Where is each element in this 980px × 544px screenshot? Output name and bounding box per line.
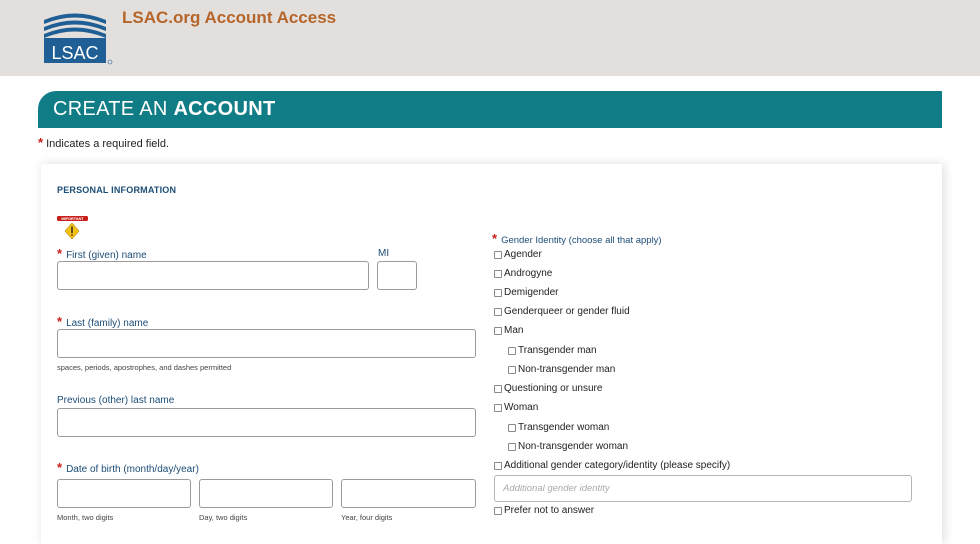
required-marker: *: [57, 246, 63, 261]
dob-month-hint: Month, two digits: [57, 513, 114, 522]
option-demigender[interactable]: Demigender: [494, 287, 558, 298]
page-title: [53, 98, 276, 121]
dob-year-hint: Year, four digits: [341, 513, 393, 522]
option-prefer-not-to-answer[interactable]: Prefer not to answer: [494, 505, 594, 516]
checkbox[interactable]: [508, 443, 516, 451]
dob-label: * Date of birth (month/day/year): [57, 460, 199, 475]
dob-day-hint: Day, two digits: [199, 513, 248, 522]
option-additional-gender[interactable]: Additional gender category/identity (please specify): [494, 460, 730, 471]
checkbox[interactable]: [494, 270, 502, 278]
gender-identity-label: * Gender Identity (choose all that apply): [492, 231, 662, 246]
mi-input[interactable]: [377, 261, 417, 290]
important-label: IMPORTANT: [61, 217, 84, 222]
section-title-personal: PERSONAL INFORMATION: [57, 185, 177, 195]
option-transgender-woman[interactable]: Transgender woman: [508, 422, 609, 433]
checkbox[interactable]: [494, 404, 502, 412]
page-title-bold: ACCOUNT: [173, 98, 276, 120]
checkbox[interactable]: [494, 462, 502, 470]
option-non-transgender-man[interactable]: Non-transgender man: [508, 364, 615, 375]
page-banner: [38, 91, 942, 128]
first-name-label: * First (given) name: [57, 246, 147, 261]
lsac-logo[interactable]: [42, 8, 114, 66]
checkbox[interactable]: [494, 385, 502, 393]
option-genderqueer[interactable]: Genderqueer or gender fluid: [494, 306, 630, 317]
dob-year-input[interactable]: [341, 479, 476, 508]
last-name-input[interactable]: [57, 329, 476, 358]
option-agender[interactable]: Agender: [494, 249, 542, 260]
last-name-label: * Last (family) name: [57, 314, 149, 329]
required-marker: *: [57, 460, 63, 475]
checkbox[interactable]: [494, 327, 502, 335]
dob-day-input[interactable]: [199, 479, 333, 508]
required-note-text: Indicates a required field.: [46, 138, 170, 150]
mi-label: MI: [378, 248, 390, 259]
required-marker: *: [492, 231, 498, 246]
additional-gender-input[interactable]: [494, 475, 912, 502]
page-title-light: CREATE AN: [53, 98, 168, 120]
previous-name-label: Previous (other) last name: [57, 395, 175, 406]
logo-text: LSAC: [51, 43, 99, 63]
option-questioning[interactable]: Questioning or unsure: [494, 383, 602, 394]
option-man[interactable]: Man: [494, 325, 523, 336]
previous-name-input[interactable]: [57, 408, 476, 437]
required-note: [38, 135, 169, 150]
checkbox[interactable]: [494, 308, 502, 316]
option-woman[interactable]: Woman: [494, 402, 538, 413]
required-marker: *: [57, 314, 63, 329]
checkbox[interactable]: [494, 289, 502, 297]
checkbox[interactable]: [508, 424, 516, 432]
option-androgyne[interactable]: Androgyne: [494, 268, 552, 279]
option-non-transgender-woman[interactable]: Non-transgender woman: [508, 441, 628, 452]
site-title: LSAC.org Account Access: [122, 8, 337, 27]
last-name-hint: spaces, periods, apostrophes, and dashes permitted: [57, 363, 232, 372]
important-warning-icon: [57, 216, 89, 240]
checkbox[interactable]: [494, 251, 502, 259]
site-header: [0, 0, 980, 76]
checkbox[interactable]: [494, 507, 502, 515]
option-transgender-man[interactable]: Transgender man: [508, 345, 597, 356]
dob-month-input[interactable]: [57, 479, 191, 508]
checkbox[interactable]: [508, 366, 516, 374]
first-name-input[interactable]: [57, 261, 369, 290]
checkbox[interactable]: [508, 347, 516, 355]
required-marker: *: [38, 135, 44, 150]
